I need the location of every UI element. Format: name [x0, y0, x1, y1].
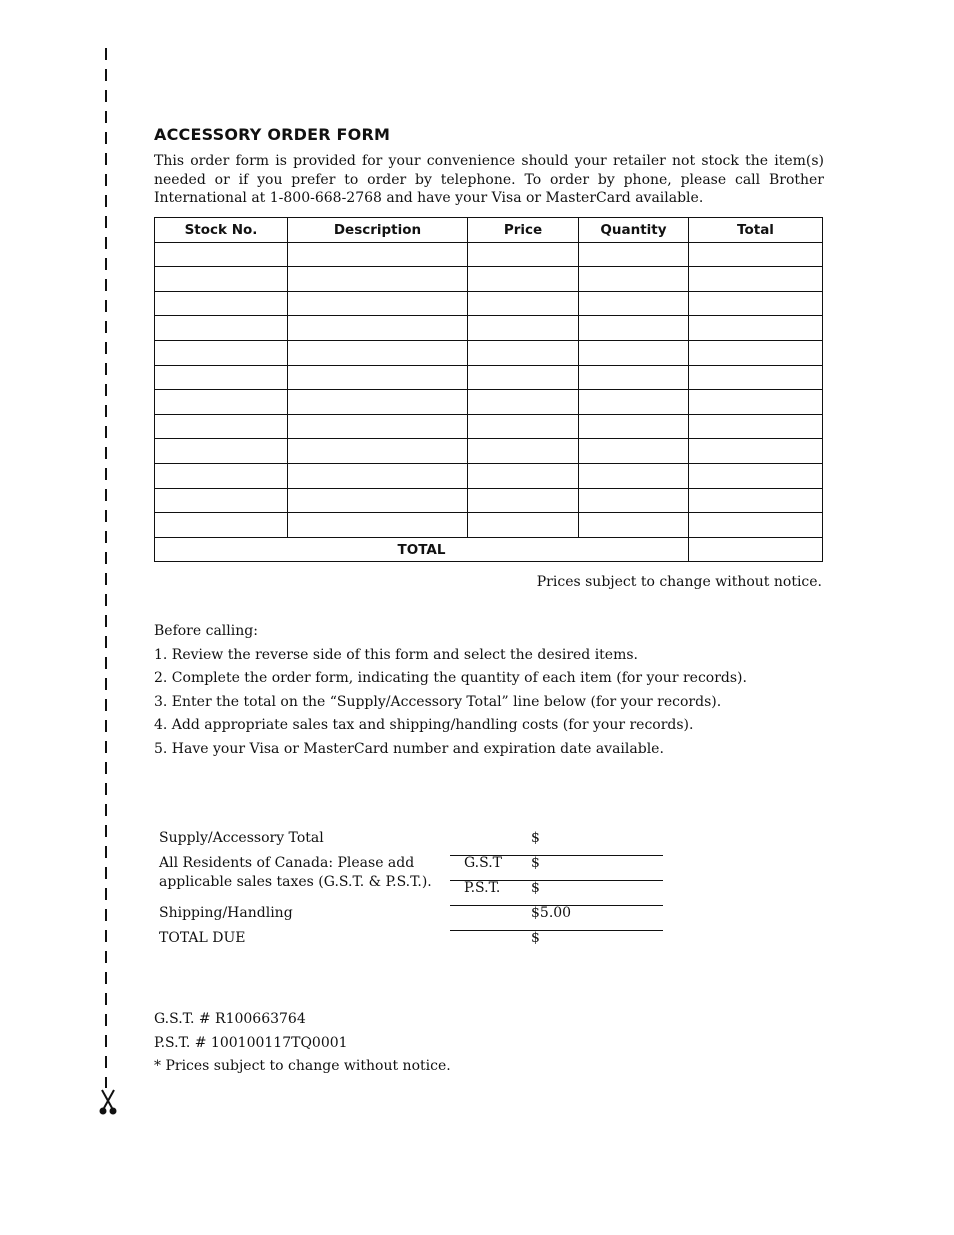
- description-cell[interactable]: [288, 414, 468, 439]
- stock-no-cell[interactable]: [155, 488, 288, 513]
- order-row: [155, 414, 823, 439]
- quantity-cell[interactable]: [579, 513, 689, 538]
- description-cell[interactable]: [288, 316, 468, 341]
- header-description: Description: [288, 218, 468, 243]
- stock-no-cell[interactable]: [155, 439, 288, 464]
- order-total-row: [155, 537, 823, 562]
- price-cell[interactable]: [468, 316, 579, 341]
- order-row: [155, 291, 823, 316]
- pst-number: P.S.T. # 100100117TQ0001: [154, 1034, 348, 1051]
- total-cell[interactable]: [689, 463, 823, 488]
- tax-registration-footer: [154, 1008, 451, 1079]
- order-row: [155, 463, 823, 488]
- order-table: [154, 217, 823, 562]
- form-intro: This order form is provided for your convenience should your retailer not stock the item(s) needed or if you prefer to order by telephone. To order by phone, please call Brother International at 1-800-668-2768 and have your Visa or MasterCard available.: [154, 153, 824, 206]
- order-row: [155, 390, 823, 415]
- price-cell[interactable]: [468, 340, 579, 365]
- total-due-label: TOTAL DUE: [159, 930, 246, 946]
- instruction-step: 5. Have your Visa or MasterCard number and expiration date available.: [154, 740, 664, 757]
- canada-tax-note-line2: applicable sales taxes (G.S.T. & P.S.T.).: [159, 874, 432, 890]
- stock-no-cell[interactable]: [155, 414, 288, 439]
- instruction-step: 1. Review the reverse side of this form and select the desired items.: [154, 646, 639, 663]
- price-cell[interactable]: [468, 414, 579, 439]
- header-price: Price: [468, 218, 579, 243]
- order-total-cell[interactable]: [689, 537, 823, 562]
- price-cell[interactable]: [468, 513, 579, 538]
- header-total: Total: [689, 218, 823, 243]
- order-total-label: TOTAL: [155, 537, 689, 562]
- shipping-label: Shipping/Handling: [159, 905, 293, 921]
- stock-no-cell[interactable]: [155, 291, 288, 316]
- price-note: Prices subject to change without notice.: [536, 574, 822, 590]
- stock-no-cell[interactable]: [155, 513, 288, 538]
- gst-number: G.S.T. # R100663764: [154, 1011, 306, 1027]
- quantity-cell[interactable]: [579, 242, 689, 267]
- total-cell[interactable]: [689, 488, 823, 513]
- instructions-intro: Before calling:: [154, 623, 258, 639]
- header-quantity: Quantity: [579, 218, 689, 243]
- quantity-cell[interactable]: [579, 316, 689, 341]
- order-row: [155, 439, 823, 464]
- quantity-cell[interactable]: [579, 488, 689, 513]
- price-cell[interactable]: [468, 267, 579, 292]
- supply-total-label: Supply/Accessory Total: [159, 830, 324, 846]
- instruction-step: 2. Complete the order form, indicating the quantity of each item (for your records).: [154, 670, 747, 687]
- stock-no-cell[interactable]: [155, 463, 288, 488]
- description-cell[interactable]: [288, 242, 468, 267]
- quantity-cell[interactable]: [579, 267, 689, 292]
- order-row: [155, 340, 823, 365]
- pst-value: $: [531, 880, 540, 896]
- stock-no-cell[interactable]: [155, 242, 288, 267]
- quantity-cell[interactable]: [579, 390, 689, 415]
- instruction-step: 3. Enter the total on the “Supply/Accessory Total” line below (for your records).: [154, 693, 722, 710]
- instruction-step: 4. Add appropriate sales tax and shipping/handling costs (for your records).: [154, 717, 694, 734]
- canada-tax-note-line1: All Residents of Canada: Please add: [159, 855, 415, 871]
- header-stock-no: Stock No.: [155, 218, 288, 243]
- description-cell[interactable]: [288, 291, 468, 316]
- shipping-value: $5.00: [531, 905, 572, 921]
- stock-no-cell[interactable]: [155, 365, 288, 390]
- description-cell[interactable]: [288, 340, 468, 365]
- stock-no-cell[interactable]: [155, 267, 288, 292]
- total-cell[interactable]: [689, 316, 823, 341]
- description-cell[interactable]: [288, 365, 468, 390]
- total-cell[interactable]: [689, 513, 823, 538]
- price-cell[interactable]: [468, 439, 579, 464]
- quantity-cell[interactable]: [579, 439, 689, 464]
- description-cell[interactable]: [288, 390, 468, 415]
- total-cell[interactable]: [689, 267, 823, 292]
- description-cell[interactable]: [288, 463, 468, 488]
- price-cell[interactable]: [468, 463, 579, 488]
- total-due-value: $: [531, 930, 540, 946]
- order-row: [155, 316, 823, 341]
- form-title: ACCESSORY ORDER FORM: [154, 125, 391, 144]
- total-cell[interactable]: [689, 439, 823, 464]
- total-cell[interactable]: [689, 242, 823, 267]
- instructions: [154, 620, 747, 762]
- total-cell[interactable]: [689, 291, 823, 316]
- description-cell[interactable]: [288, 439, 468, 464]
- order-row: [155, 267, 823, 292]
- description-cell[interactable]: [288, 488, 468, 513]
- quantity-cell[interactable]: [579, 414, 689, 439]
- quantity-cell[interactable]: [579, 291, 689, 316]
- pst-label: P.S.T.: [464, 880, 501, 896]
- order-row: [155, 513, 823, 538]
- order-row: [155, 488, 823, 513]
- supply-total-value: $: [531, 830, 540, 846]
- total-cell[interactable]: [689, 340, 823, 365]
- price-cell[interactable]: [468, 291, 579, 316]
- stock-no-cell[interactable]: [155, 390, 288, 415]
- quantity-cell[interactable]: [579, 340, 689, 365]
- quantity-cell[interactable]: [579, 365, 689, 390]
- gst-label: G.S.T: [464, 855, 503, 871]
- quantity-cell[interactable]: [579, 463, 689, 488]
- total-cell[interactable]: [689, 414, 823, 439]
- description-cell[interactable]: [288, 267, 468, 292]
- price-cell[interactable]: [468, 242, 579, 267]
- total-cell[interactable]: [689, 365, 823, 390]
- price-cell[interactable]: [468, 488, 579, 513]
- order-row: [155, 242, 823, 267]
- price-cell[interactable]: [468, 390, 579, 415]
- cut-line: [105, 48, 109, 1088]
- footer-price-note: * Prices subject to change without notice.: [154, 1058, 451, 1075]
- description-cell[interactable]: [288, 513, 468, 538]
- stock-no-cell[interactable]: [155, 316, 288, 341]
- price-cell[interactable]: [468, 365, 579, 390]
- gst-value: $: [531, 855, 540, 871]
- order-row: [155, 365, 823, 390]
- scissors-icon: [96, 1088, 120, 1118]
- order-table-header: [155, 218, 823, 243]
- total-cell[interactable]: [689, 390, 823, 415]
- shipping-line: [450, 930, 663, 931]
- stock-no-cell[interactable]: [155, 340, 288, 365]
